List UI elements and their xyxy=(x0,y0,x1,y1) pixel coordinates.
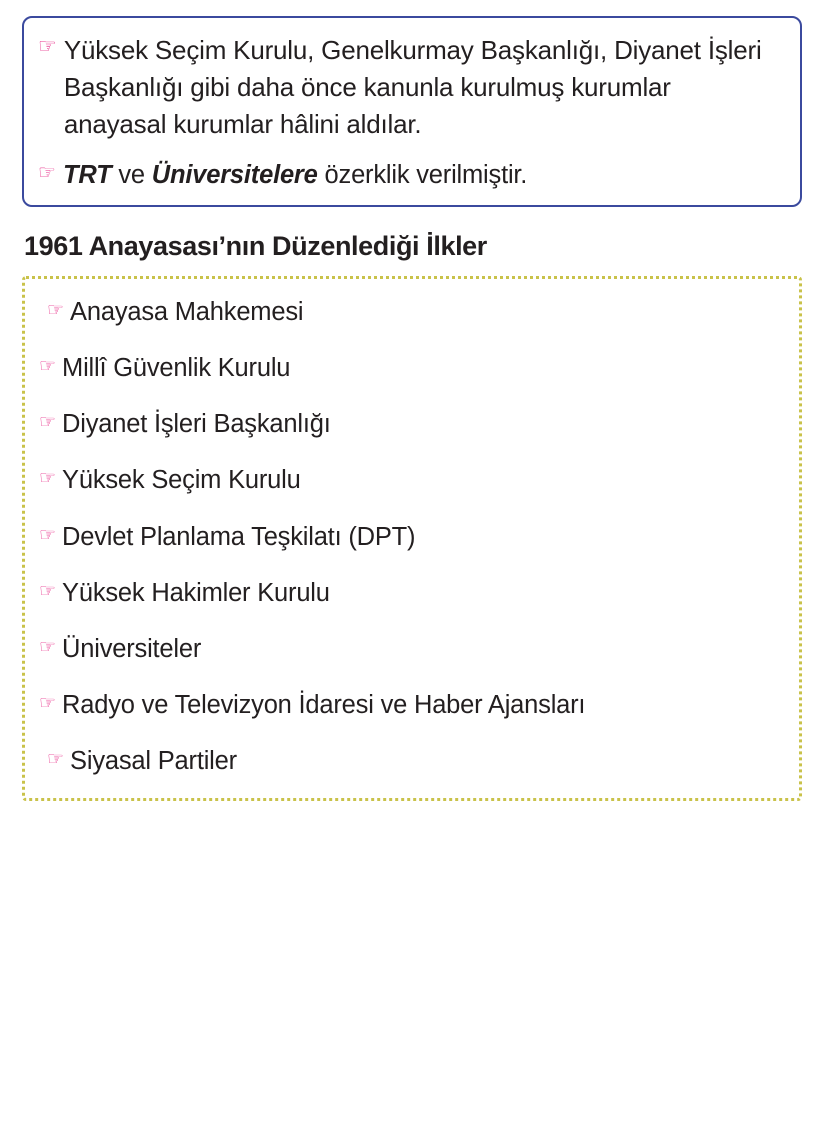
callout-item-text-emphasis xyxy=(63,157,527,193)
firsts-list-box xyxy=(22,276,802,801)
pointing-hand-icon: ☞ xyxy=(39,580,57,602)
list-item-label: Siyasal Partiler xyxy=(70,747,237,776)
list-item xyxy=(39,407,785,442)
list-item-label: Millî Güvenlik Kurulu xyxy=(62,354,291,383)
list-item xyxy=(39,688,785,723)
pointing-hand-icon: ☞ xyxy=(47,299,65,321)
emphasis-universiteler: Üniversitelere xyxy=(151,160,318,189)
callout-item-emphasis xyxy=(38,157,784,193)
list-item-label: Diyanet İşleri Başkanlığı xyxy=(62,410,331,439)
list-item xyxy=(39,351,785,386)
callout-box xyxy=(22,16,802,207)
pointing-hand-icon: ☞ xyxy=(47,749,65,771)
list-item-label: Yüksek Seçim Kurulu xyxy=(62,466,301,495)
list-item xyxy=(39,520,785,555)
list-item xyxy=(39,744,785,779)
list-item-label: Yüksek Hakimler Kurulu xyxy=(62,578,330,607)
list-item xyxy=(39,576,785,611)
list-item-label: Devlet Planlama Teşkilatı (DPT) xyxy=(62,522,416,551)
page-title: 1961 Anayasası’nın Düzenlediği İlkler xyxy=(24,230,487,261)
emphasis-tail: özerklik verilmiştir. xyxy=(317,160,528,189)
pointing-hand-icon: ☞ xyxy=(39,356,57,378)
pointing-hand-icon: ☞ xyxy=(38,161,56,184)
emphasis-trt: TRT xyxy=(62,160,112,189)
pointing-hand-icon: ☞ xyxy=(39,693,57,715)
pointing-hand-icon: ☞ xyxy=(39,524,57,546)
list-item-label: Üniversiteler xyxy=(62,635,202,664)
list-item-label: Radyo ve Televizyon İdaresi ve Haber Ajansları xyxy=(62,691,586,720)
list-item xyxy=(39,632,785,667)
callout-item-text: Yüksek Seçim Kurulu, Genelkurmay Başkanlığı, Diyanet İşleri Başkanlığı gibi daha önce kanunla kurulmuş kurumlar anayasal kurumlar hâlini aldılar. xyxy=(63,35,762,139)
callout-item xyxy=(38,32,784,143)
list-item xyxy=(39,295,785,330)
list-item-label: Anayasa Mahkemesi xyxy=(70,297,304,326)
conjunction: ve xyxy=(111,160,152,189)
pointing-hand-icon: ☞ xyxy=(39,412,57,434)
pointing-hand-icon: ☞ xyxy=(39,637,57,659)
list-item xyxy=(39,463,785,498)
pointing-hand-icon: ☞ xyxy=(39,468,57,490)
pointing-hand-icon: ☞ xyxy=(38,35,57,58)
